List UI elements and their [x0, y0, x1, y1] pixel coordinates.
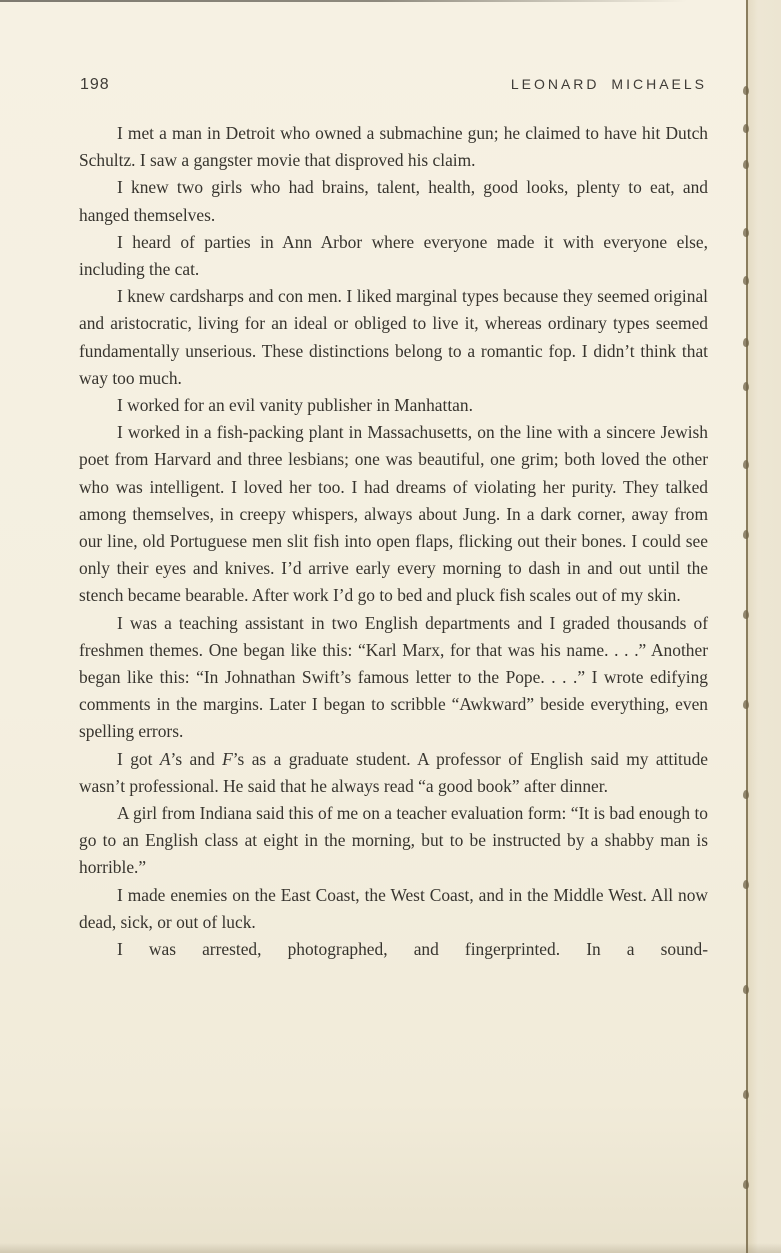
scan-top-edge-line	[0, 0, 687, 2]
page-edge-mark	[743, 338, 749, 347]
page-number: 198	[80, 76, 110, 93]
body-text	[79, 120, 708, 963]
scan-bottom-shade	[0, 1243, 781, 1253]
paragraph: I met a man in Detroit who owned a submachine gun; he claimed to have hit Dutch Schultz. I saw a gangster movie that disproved his claim.	[79, 123, 708, 171]
book-page-edge	[746, 0, 781, 1253]
page-edge-mark	[743, 880, 749, 889]
page-edge-mark	[743, 86, 749, 95]
paragraph: I got A’s and F’s as a graduate student. A professor of English said my attitude wasn’t professional. He said that he always read “a good book” after dinner.	[79, 748, 708, 796]
page-edge-mark	[743, 530, 749, 539]
page-edge-mark	[743, 700, 749, 709]
page-edge-mark	[743, 985, 749, 994]
paragraph: I made enemies on the East Coast, the West Coast, and in the Middle West. All now dead, sick, or out of luck.	[79, 884, 708, 932]
page-edge-mark	[743, 790, 749, 799]
page-edge-mark	[743, 460, 749, 469]
running-header-author: LEONARD MICHAELS	[510, 76, 707, 92]
page-edge-mark	[743, 382, 749, 391]
paragraph: I knew two girls who had brains, talent, health, good looks, plenty to eat, and hanged themselves.	[79, 177, 708, 225]
page-edge-mark	[743, 228, 749, 237]
page-edge-mark	[743, 124, 749, 133]
page-edge-mark	[743, 610, 749, 619]
paragraph: I heard of parties in Ann Arbor where everyone made it with everyone else, including the cat.	[79, 231, 708, 280]
page-edge-mark	[743, 276, 749, 285]
page-edge-mark	[743, 1180, 749, 1189]
running-head	[80, 76, 707, 94]
paragraph: I worked in a fish-packing plant in Massachusetts, on the line with a sincere Jewish poet from Harvard and three lesbians; one was beautiful, one grim; both loved the other who was intelligent. I loved her too. I had dreams of violating her purity. They talked among themselves, in creepy whispers, always about Jung. In a dark corner, away from our line, old Portuguese men slit fish into open flaps, flicking out their bones. I could see only their eyes and knives. I’d arrive early every morning to dash in and out until the stench became bearable. After work I’d go to bed and pluck fish scales out of my skin.	[79, 422, 708, 606]
paragraph: I was a teaching assistant in two English departments and I graded thousands of freshmen themes. One began like this: “Karl Marx, for that was his name. . . .” Another began like this: “In Johnathan Swift’s famous letter to the Pope. . . .” I wrote edifying comments in the margins. Later I began to scribble “Awkward” beside everything, even spelling errors.	[79, 612, 708, 742]
paragraph: I knew cardsharps and con men. I liked marginal types because they seemed original and aristocratic, living for an ideal or obliged to live it, whereas ordinary types seemed fundamentally unserious. These distinctions belong to a romantic fop. I didn’t think that way too much.	[79, 286, 708, 388]
paragraph: A girl from Indiana said this of me on a teacher evaluation form: “It is bad enough to go to an English class at eight in the morning, but to be instructed by a shabby man is horrible.”	[79, 803, 708, 878]
paragraph: I was arrested, photographed, and fingerprinted. In a sound-	[117, 939, 708, 960]
page-edge-mark	[743, 1090, 749, 1099]
paragraph: I worked for an evil vanity publisher in Manhattan.	[117, 395, 473, 416]
page-edge-mark	[743, 160, 749, 169]
